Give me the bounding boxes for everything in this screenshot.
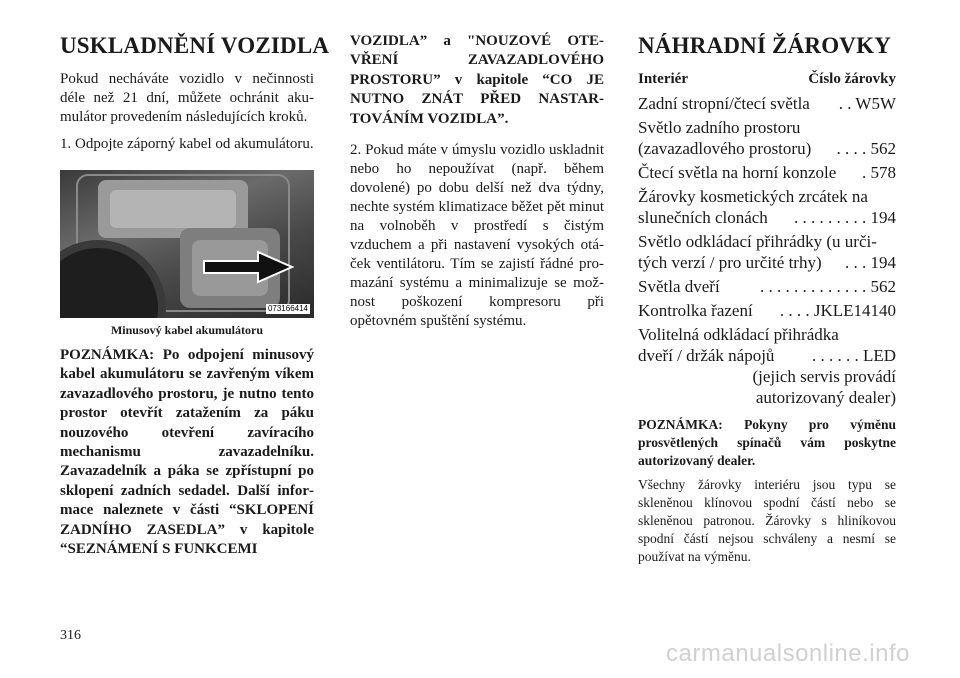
left-column (60, 32, 330, 559)
section-heading-storage: USKLADNĚNÍ VOZIDLA (60, 33, 330, 58)
bulb-entry-overhead-reading: Čtecí světla na horní konzole . 578 (638, 163, 896, 182)
bulb-entry-shift-indicator: Kontrolka řazení . . . . JKLE14140 (638, 301, 896, 320)
bulb-body: Všechny žárovky interiéru jsou typu se skleněnou klínovou spodní částí nebo se skleněnou patronou. Žárovky s hliníkovou spodní částí nejsou schváleny a nesmí se používat na výměnu. (638, 477, 896, 564)
note-paragraph: POZNÁMKA: Po odpojení minusový kabel akumulátoru se zavřeným víkem zavazadlového prostoru, je nutno tento prostor otevřít zatažením za páku nouzového otevření zavíracího mechanismu zavazadelníku. Zavazadelník a páka se zpřístupní po sklopení zadních sedadel. Další informace naleznete v části “SKLOPENÍ ZADNÍHO ZASEDLA” v kapitole “SEZNÁMENÍ S FUNKCEMI (60, 347, 314, 558)
bulb-entry-vanity-mirror: Žárovky kosmetických zrcátek na slunečních clonách . . . . . . . . . 194 (638, 187, 896, 227)
step-1-paragraph: 1. Odpojte záporný kabel od akumulátoru. (60, 136, 314, 152)
section-heading-bulbs: NÁHRADNÍ ŽÁROVKY (638, 33, 892, 58)
bulb-entry-cargo: Světlo zadního prostoru (zavazadlového prostoru) . . . . 562 (638, 118, 896, 158)
intro-paragraph: Pokud necháváte vozidlo v nečinnosti déle než 21 dní, můžete ochránit akumulátor provedením následujících kroků. (60, 71, 314, 125)
bulb-note: POZNÁMKA: Pokyny pro výměnu prosvětlených spínačů vám poskytne autorizovaný dealer. (638, 417, 896, 468)
bulb-entry-door: Světla dveří . . . . . . . . . . . . . 562 (638, 277, 896, 296)
header-bulb-number: Číslo žárovky (808, 71, 896, 87)
battery-cable-photo (60, 170, 314, 318)
bulb-table-header (638, 70, 896, 89)
bulb-entry-rear-dome: Zadní stropní/čtecí světla . . W5W (638, 94, 896, 113)
right-column (638, 32, 896, 566)
header-interior: Interiér (638, 71, 688, 87)
bulb-entry-door-bin: Volitelná odkládací přihrádka dveří / držák nápojů . . . . . . LED (jejich servis provádí autorizovaný dealer) (638, 325, 896, 407)
photo-caption: Minusový kabel akumulátoru (110, 323, 264, 337)
step-2-paragraph: 2. Pokud máte v úmyslu vozidlo uskladnit nebo ho nepoužívat (např. během dovolené) po dobu delší než dva týdny, nechte systém klimatizace běžet pět minut na volnoběh v prostředí s čistým vzduchem a při nastavení vysokých otáček ventilátoru. Tím se zajistí řádné promazání systému a minimalizuje se možnost poškození kompresoru při opětovném spuštění systému. (350, 142, 604, 330)
watermark: carmanualsonline.info (666, 640, 910, 667)
arrow-right-icon (200, 250, 300, 284)
bulb-entry-glove-box: Světlo odkládací přihrádky (u urči- tých verzí / pro určité trhy) . . . 194 (638, 232, 896, 272)
battery-cover-panel (110, 190, 236, 228)
page-number: 316 (60, 628, 81, 643)
note-continued: VOZIDLA” a "NOUZOVÉ OTEVŘENÍ ZAVAZADLOVÉHO PROSTORU” v kapitole “CO JE NUTNO ZNÁT PŘED NASTARTOVÁNÍM VOZIDLA”. (350, 33, 604, 127)
image-code: 073166414 (267, 304, 308, 313)
middle-column (350, 32, 604, 331)
